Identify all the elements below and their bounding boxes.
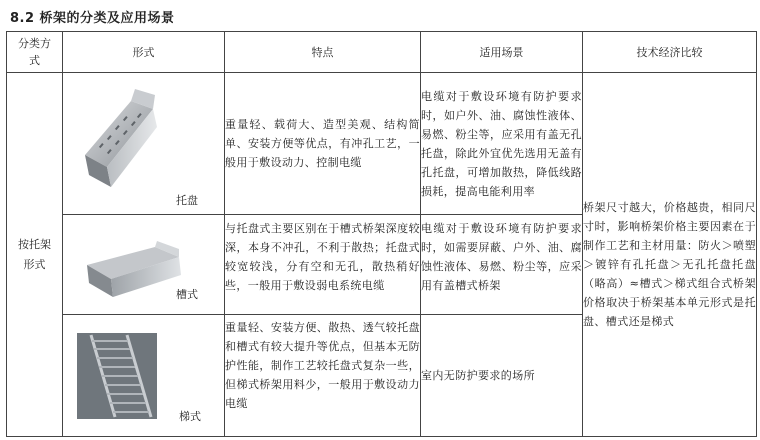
form-cell [63,215,225,315]
table-row [7,73,757,215]
form-cell [63,73,225,215]
comparison-cell [583,73,757,437]
form-cell [63,315,225,437]
category-cell: 按托架形式 [7,73,63,437]
section-title: 8.2 桥架的分类及应用场景 [10,11,175,26]
form-label: 托盘 [176,194,198,207]
comparison-text: 桥架尺寸越大，价格越贵，相同尺寸时，影响桥架价格主要因素在于制作工艺和主材用量：防火＞喷塑＞镀锌有孔托盘＞无孔托盘托盘（略高）≈槽式＞梯式组合式桥架价格取决于桥架基本单元形式是托盘、槽式还是梯式 [583,201,756,328]
header-row [7,32,757,73]
header-category: 分类方式 [7,32,63,73]
cable-tray-perforated-image [79,87,169,197]
form-label: 梯式 [179,410,201,423]
features-cell: 与托盘式主要区别在于槽式桥架深度较深，本身不冲孔，不利于散热；托盘式较宽较浅，分有空和无孔，散热稍好些，一般用于敷设弱电系统电缆 [225,215,421,315]
cable-ladder-image [77,333,157,419]
header-scenes: 适用场景 [421,32,583,73]
header-features: 特点 [225,32,421,73]
cable-tray-table [6,31,757,437]
form-label: 槽式 [176,288,198,301]
scenes-cell: 电缆对于敷设环境有防护要求时，如户外、油、腐蚀性液体、易燃、粉尘等，应采用有盖无孔托盘，除此外宜优先选用无盖有孔托盘，可增加散热，降低线路损耗，提高电能利用率 [421,73,583,215]
scenes-cell: 电缆对于敷设环境有防护要求时，如需要屏蔽、户外、油、腐蚀性液体、易燃、粉尘等，应采用有盖槽式桥架 [421,215,583,315]
header-comparison: 技术经济比较 [583,32,757,73]
header-form: 形式 [63,32,225,73]
features-cell: 重量轻、载荷大、造型美观、结构简单、安装方便等优点，有冲孔工艺，一般用于敷设动力、控制电缆 [225,73,421,215]
features-cell: 重量轻、安装方便、散热、透气较托盘和槽式有较大提升等优点，但基本无防护性能，制作工艺较托盘式复杂一些，但梯式桥架用料少，一般用于敷设动力电缆 [225,315,421,437]
scenes-cell: 室内无防护要求的场所 [421,315,583,437]
